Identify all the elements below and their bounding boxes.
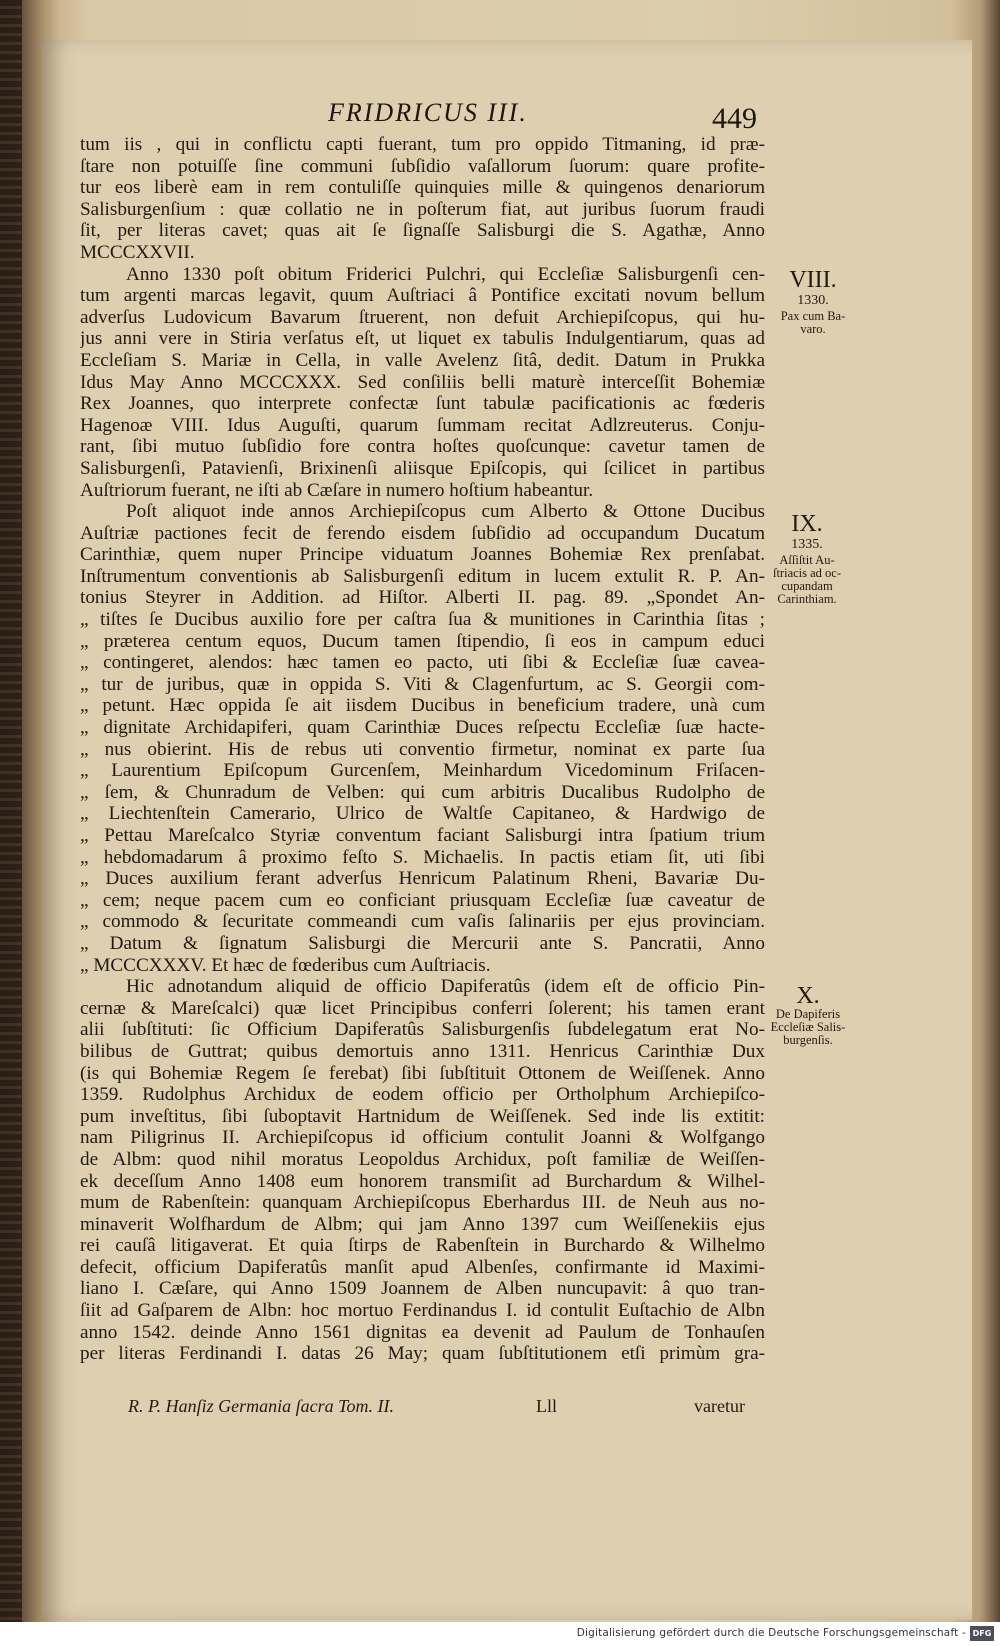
text-line: „ tur de juribus, quæ in oppida S. Viti & Clagenfurtum, ac S. Georgii com- — [80, 673, 765, 695]
text-line: „ tiſtes ſe Ducibus auxilio fore per caſtra ſua & munitiones in Carinthia ſitas ; — [80, 609, 765, 631]
text-line: Auſtriorum fuerant, ne iſti ab Cæſare in numero hoſtium habeantur. — [80, 479, 594, 501]
text-line: tonius Steyrer in Addition. ad Hiſtor. Alberti II. pag. 89. „Spondet An- — [80, 587, 765, 609]
text-line: alii ſubſtituti: ſic Officium Dapiferatûs Salisburgenſis ſubdelegatum erat No- — [80, 1019, 765, 1041]
text-line: bilibus de Guttrat; quibus demortuis anno 1311. Henricus Carinthiæ Dux — [80, 1040, 765, 1062]
dfg-credit-text: Digitalisierung gefördert durch die Deutsche Forschungsgemeinschaft - — [576, 1627, 966, 1639]
body-text — [80, 134, 765, 1365]
footer-signature: Lll — [536, 1396, 557, 1416]
text-line: pum inveſtitus, ſibi ſuboptavit Hartnidum de Weiſſenek. Sed inde lis extitit: — [80, 1105, 765, 1127]
dfg-logo-icon: DFG — [970, 1626, 994, 1641]
text-line: 1359. Rudolphus Archidux de eodem officio per Ortholphum Archiepiſco- — [80, 1084, 765, 1106]
text-line: „ MCCCXXXV. Et hæc de fœderibus cum Auſtriacis. — [80, 954, 491, 976]
text-line: Hagenoæ VIII. Idus Auguſti, quarum ſummam recitat Adlzreuterus. Conju- — [80, 414, 765, 436]
text-line: Auſtriæ pactiones fecit de ferendo eisdem ſubſidio ad occupandum Ducatum — [80, 522, 765, 544]
text-line: cernæ & Mareſcalci) quæ licet Principibus conferri ſolerent; his tamen erant — [80, 997, 765, 1019]
text-line: MCCCXXVII. — [80, 241, 195, 263]
text-line: (is qui Bohemiæ Regem ſe ferebat) ſibi ſubſtituit Ottonem de Weiſſenek. Anno — [80, 1062, 765, 1084]
footer-catchword: varetur — [694, 1396, 745, 1416]
margin-note-text: varo. — [800, 322, 826, 336]
margin-note-text: De Dapiferis — [775, 1007, 841, 1021]
text-line: tum iis , qui in conflictu capti fuerant, tum pro oppido Titmaning, id præ- — [80, 134, 765, 155]
margin-note-viii — [778, 268, 848, 336]
text-line: Hic adnotandum aliquid de officio Dapiferatûs (idem eſt de officio Pin- — [126, 976, 765, 998]
margin-note-number: IX. — [791, 511, 823, 537]
margin-note-x — [768, 984, 848, 1047]
text-line: Salisburgenſi, Patavienſi, Brixinenſi aliisque Epiſcopis, qui ſcilicet in partibus — [80, 457, 765, 479]
margin-note-text: Aſſiſtit Au- — [779, 553, 835, 567]
margin-note-text: cupandam — [781, 579, 833, 593]
text-line: ſiit ad Gaſparem de Albn: hoc mortuo Ferdinandus I. id contulit Euſtachio de Albn — [80, 1300, 765, 1322]
text-line: defecit, officium Dapiferatûs manſit apud Albenſes, confirmante id Maximi- — [80, 1256, 765, 1278]
text-line: Salisburgenſium : quæ collatio ne in poſterum fiat, aut juribus ſuorum fraudi — [80, 198, 765, 220]
dfg-credit-bar — [0, 1622, 1000, 1646]
text-line: „ commodo & ſecuritate commeandi cum vaſis ſalinariis per ejus provinciam. — [80, 911, 765, 933]
text-line: ek deceſſum Anno 1408 eum honorem transmiſit ad Burchardum & Wilhel- — [80, 1170, 765, 1192]
text-line: „ nus obierint. His de rebus uti conventio firmetur, nominat ex parte ſua — [80, 738, 765, 760]
margin-note-text: Pax cum Ba- — [780, 309, 846, 323]
text-line: jus anni vere in Stiria verſatus eſt, ut liquet ex tabulis Indulgentiarum, quas ad — [80, 328, 765, 350]
text-line: per literas Ferdinandi I. datas 26 May; quam ſubſtitutionem etſi primùm gra- — [80, 1343, 765, 1365]
text-line: rei cauſâ litigaverat. Et quia ſtirps de Rabenſtein in Burchardo & Wilhelmo — [80, 1235, 765, 1257]
margin-note-text: Eccleſiæ Salis- — [770, 1020, 846, 1034]
text-line: Eccleſiam S. Mariæ in Cella, in valle Avelenz ſitâ, dedit. Datum in Prukka — [80, 349, 765, 371]
text-line: „ petunt. Hæc oppida ſe ait iisdem Ducibus in beneficium tradere, unà cum — [80, 695, 765, 717]
running-title: FRIDRICUS III. — [328, 98, 528, 127]
text-line: adverſus Ludovicum Bavarum ſtruerent, non defuit Archiepiſcopus, qui hu- — [80, 306, 765, 328]
margin-note-text: Carinthiam. — [777, 592, 837, 606]
text-line: „ Pettau Mareſcalco Styriæ conventum faciant Salisburgi intra ſpatium trium — [80, 825, 765, 846]
text-line: „ cem; neque pacem cum eo conficiant priusquam Eccleſiæ ſuæ caveatur de — [80, 889, 765, 911]
text-line: „ dignitate Archidapiferi, quam Carinthiæ Duces reſpectu Eccleſiæ ſuæ hacte- — [80, 717, 765, 739]
margin-note-year: 1330. — [797, 293, 829, 308]
text-line: „ Liechtenſtein Camerario, Ulrico de Waltſe Capitaneo, & Hardwigo de — [80, 803, 765, 825]
footer-author-work: R. P. Hanſiz Germania ſacra Tom. II. — [128, 1396, 395, 1416]
text-line: „ ſem, & Chunradum de Velben: qui cum arbitris Ducalibus Rudolpho de — [80, 781, 765, 803]
margin-note-number: X. — [796, 983, 820, 1009]
text-line: „ hebdomadarum â proximo feſto S. Michaelis. In pactis etiam ſit, uti ſibi — [80, 846, 765, 868]
text-line: liano I. Cæſare, qui Anno 1509 Joannem de Alben nuncupavit: â quo tran- — [80, 1278, 765, 1300]
text-line: „ Datum & ſignatum Salisburgi die Mercurii ante S. Pancratii, Anno — [80, 932, 765, 954]
text-line: minaverit Wolfhardum de Albm; qui jam Anno 1397 cum Weiſſenekiis ejus — [80, 1213, 765, 1235]
page-number: 449 — [712, 102, 757, 135]
text-line: Inſtrumentum conventionis ab Salisburgenſi editum in lucem extulit R. P. An- — [80, 565, 765, 587]
text-line: Poſt aliquot inde annos Archiepiſcopus cum Alberto & Ottone Ducibus — [126, 501, 765, 523]
page-edge-stack — [0, 0, 22, 1622]
text-line: ſtare non potuiſſe ſine communi ſubſidio vaſallorum ſuorum: quare profite- — [80, 155, 765, 177]
text-line: nam Piligrinus II. Archiepiſcopus id officium contulit Joanni & Wolfgango — [80, 1127, 765, 1149]
text-line: Idus May Anno MCCCXXX. Sed conſiliis belli maturè interceſſit Bohemiæ — [80, 371, 765, 393]
margin-note-number: VIII. — [789, 267, 837, 293]
text-line: Carinthiæ, quem nuper Principe viduatum Joannes Bohemiæ Rex prenſabat. — [80, 544, 765, 566]
text-line: Anno 1330 poſt obitum Friderici Pulchri, qui Eccleſiæ Salisburgenſi cen- — [126, 263, 765, 285]
text-line: de Albm: quod nihil moratus Leopoldus Archidux, poſt familiæ de Weiſſen- — [80, 1148, 765, 1170]
text-line: rant, ſibi mutuo ſubſidio fore contra hoſtes quoſcunque: cavetur tamen de — [80, 436, 765, 458]
text-line: „ Laurentium Epiſcopum Gurcenſem, Meinhardum Vicedominum Friſacen- — [80, 760, 765, 782]
text-line: Rex Joannes, quo interprete confectæ ſunt tabulæ pacificationis ac fœderis — [80, 393, 765, 415]
margin-note-text: ſtriacis ad oc- — [772, 566, 842, 580]
text-line: anno 1542. deinde Anno 1561 dignitas ea devenit ad Paulum de Tonhauſen — [80, 1321, 765, 1343]
text-line: „ præterea centum equos, Ducum tamen ſtipendio, ſi eos in campum educi — [80, 630, 765, 652]
margin-note-ix — [768, 512, 846, 606]
text-line: tur eos liberè eam in rem contuliſſe quinquies mille & quingenos denariorum — [80, 177, 765, 199]
text-line: „ contingeret, alendos: hæc tamen eo pacto, uti ſibi & Eccleſiæ ſuæ cavea- — [80, 652, 765, 674]
margin-note-text: burgenſis. — [783, 1033, 833, 1047]
text-line: mum de Rabenſtein: quanquam Archiepiſcopus Eberhardus III. de Neuh aus no- — [80, 1192, 765, 1214]
text-line: tum argenti marcas legavit, quum Auſtriaci â Pontifice excitati novum bellum — [80, 285, 765, 307]
text-line: ſit, per literas cavet; quas ait ſe ſignaſſe Salisburgi die S. Agathæ, Anno — [80, 220, 765, 242]
text-line: „ Duces auxilium ferant adverſus Henricum Palatinum Rheni, Bavariæ Du- — [80, 868, 765, 890]
margin-note-year: 1335. — [791, 537, 823, 552]
